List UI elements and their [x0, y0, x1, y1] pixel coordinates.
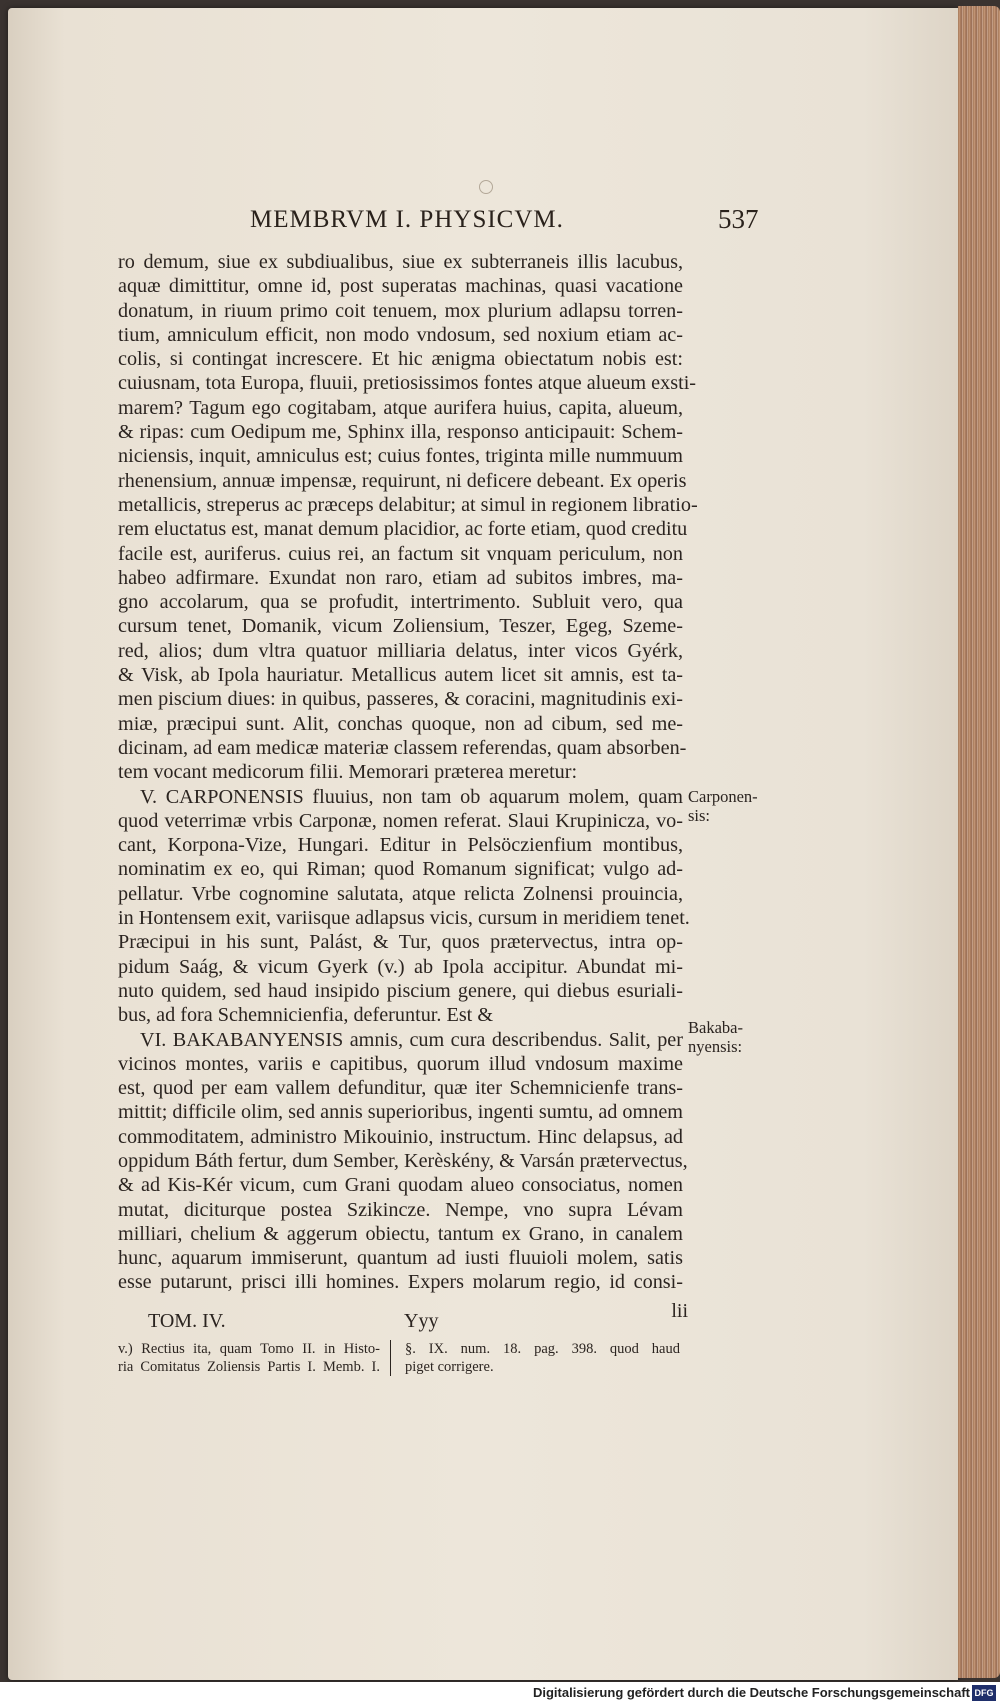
- text-line: gno accolarum, qua se profudit, intertrimento. Subluit vero, qua: [118, 591, 683, 614]
- text-line: hunc, aquarum immiserunt, quantum ad iusti fluuioli molem, satis: [118, 1247, 683, 1270]
- footnote-line: ria Comitatus Zoliensis Partis I. Memb. I.: [118, 1359, 380, 1375]
- binding-mark: [479, 180, 493, 194]
- text-line: & ad Kis-Kér vicum, cum Grani quodam alueo consociatus, nomen: [118, 1174, 683, 1197]
- text-line: quod veterrimæ vrbis Carponæ, nomen referat. Slaui Krupinicza, vo-: [118, 809, 683, 832]
- footnote-line: piget corrigere.: [405, 1359, 494, 1375]
- footnote-line: §. IX. num. 18. pag. 398. quod haud: [405, 1341, 680, 1357]
- text-line: aquæ dimittitur, omne id, post superatas machinas, quasi vacatione: [118, 275, 683, 298]
- text-line: vicinos montes, variis e capitibus, quorum illud vndosum maxime: [118, 1052, 683, 1075]
- text-line: esse putarunt, prisci illi homines. Expers molarum regio, id consi-: [118, 1271, 683, 1294]
- margin-note-line: sis:: [688, 806, 711, 825]
- text-line: pellatur. Vrbe cognomine salutata, atque relicta Zolnensi prouincia,: [118, 882, 683, 905]
- text-line: commoditatem, administro Mikouinio, instructum. Hinc delapsus, ad: [118, 1125, 683, 1148]
- footnote-line: v.) Rectius ita, quam Tomo II. in Histo-: [118, 1341, 380, 1357]
- text-line: habeo adfirmare. Exundat non raro, etiam ad subitos imbres, ma-: [118, 566, 683, 589]
- text-line: colis, si contingat increscere. Et hic ænigma obiectatum nobis est:: [118, 348, 683, 371]
- margin-note-line: nyensis:: [688, 1037, 743, 1056]
- text-line: niciensis, inquit, amniculus est; cuius fontes, triginta mille nummuum: [118, 445, 683, 468]
- page-number: 537: [718, 204, 759, 234]
- text-line: red, alios; dum vltra quatuor milliaria delatus, inter vicos Gyérk,: [118, 639, 683, 662]
- text-line: metallicis, streperus ac præceps delabitur; at simul in regionem libratio-: [118, 493, 698, 516]
- footnote-left: [118, 1340, 391, 1376]
- dfg-logo: DFG: [972, 1685, 996, 1701]
- body-text: [118, 250, 698, 1295]
- text-line: Præcipui in his sunt, Palást, & Tur, quos prætervectus, intra op-: [118, 931, 683, 954]
- margin-note-bakabanyensis: [688, 1018, 743, 1056]
- text-line: pidum Saág, & vicum Gyerk (v.) ab Ipola accipitur. Abundat mi-: [118, 955, 683, 978]
- text-line: men piscium diues: in quibus, passeres, & coracini, magnitudinis exi-: [118, 688, 683, 711]
- text-line: facile est, auriferus. cuius rei, an factum sit vnquam periculum, non: [118, 542, 683, 565]
- text-line: cursum tenet, Domanik, vicum Zoliensium, Teszer, Egeg, Szeme-: [118, 615, 683, 638]
- text-line: nuto quidem, sed haud insipido piscium genere, qui diebus esuriali-: [118, 979, 683, 1002]
- tome-label: TOM. IV.: [148, 1310, 226, 1332]
- page-edges: [958, 6, 1000, 1678]
- text-line: VI. BAKABANYENSIS amnis, cum cura describendus. Salit, per: [140, 1028, 683, 1051]
- catchword: lii: [671, 1300, 688, 1322]
- text-line: in Hontensem exit, variisque adlapsus vicis, cursum in meridiem tenet.: [118, 907, 690, 930]
- margin-note-line: Bakaba-: [688, 1018, 743, 1037]
- text-line: & ripas: cum Oedipum me, Sphinx illa, responso anticipauit: Schem-: [118, 421, 683, 444]
- text-line: mutat, diciturque postea Szikincze. Nempe, vno supra Lévam: [118, 1198, 683, 1221]
- signature-mark: Yyy: [404, 1310, 439, 1332]
- text-line: dicinam, ad eam medicæ materiæ classem referendas, quam absorben-: [118, 736, 687, 759]
- signature-line: [148, 1300, 688, 1336]
- text-line: cant, Korpona-Vize, Hungari. Editur in Pelsöczienfium montibus,: [118, 834, 683, 857]
- text-line: rem eluctatus est, manat demum placidior, ac forte etiam, quod creditu: [118, 518, 688, 541]
- margin-note-carponensis: [688, 787, 758, 825]
- text-line: miæ, præcipui sunt. Alit, conchas quoque, non ad cibum, sed me-: [118, 712, 683, 735]
- text-line: donatum, in riuum primo coit tenuem, mox plurium adlapsu torren-: [118, 299, 683, 322]
- text-line: ro demum, siue ex subdiualibus, siue ex subterraneis illis lacubus,: [118, 251, 683, 273]
- text-line: bus, ad fora Schemnicienfia, deferuntur. Est &: [118, 1004, 494, 1027]
- text-line: milliari, chelium & aggerum obiectu, tantum ex Grano, in canalem: [118, 1222, 683, 1245]
- text-line: mittit; difficile olim, sed annis superioribus, ingenti sumtu, ad omnem: [118, 1101, 683, 1124]
- footnote-right: [405, 1340, 680, 1376]
- text-line: rhenensium, annuæ impensæ, requirunt, ni deficere debeant. Ex operis: [118, 469, 687, 492]
- footer-credit: Digitalisierung gefördert durch die Deutsche Forschungsgemeinschaft: [532, 1685, 970, 1700]
- margin-note-line: Carponen-: [688, 787, 758, 806]
- text-line: est, quod per eam vallem defunditur, quæ iter Schemnicienfe trans-: [118, 1077, 683, 1100]
- text-line: nominatim ex eo, qui Riman; quod Romanum significat; vulgo ad-: [118, 858, 683, 881]
- text-line: cuiusnam, tota Europa, fluuii, pretiosissimos fontes atque alueum exsti-: [118, 372, 697, 395]
- text-line: marem? Tagum ego cogitabam, atque aurifera huius, capita, alueum,: [118, 396, 683, 419]
- running-head: MEMBRVM I. PHYSICVM.: [250, 206, 564, 233]
- text-line: tium, amniculum efficit, non modo vndosum, sed noxium etiam ac-: [118, 323, 683, 346]
- text-line: oppidum Báth fertur, dum Sember, Kerèskény, & Varsán prætervectus,: [118, 1149, 688, 1172]
- text-line: V. CARPONENSIS fluuius, non tam ob aquarum molem, quam: [140, 785, 683, 808]
- digitization-footer: [0, 1682, 1000, 1706]
- text-line: & Visk, ab Ipola hauriatur. Metallicus autem licet sit amnis, est ta-: [118, 664, 683, 687]
- text-line: tem vocant medicorum filii. Memorari præterea meretur:: [118, 761, 578, 784]
